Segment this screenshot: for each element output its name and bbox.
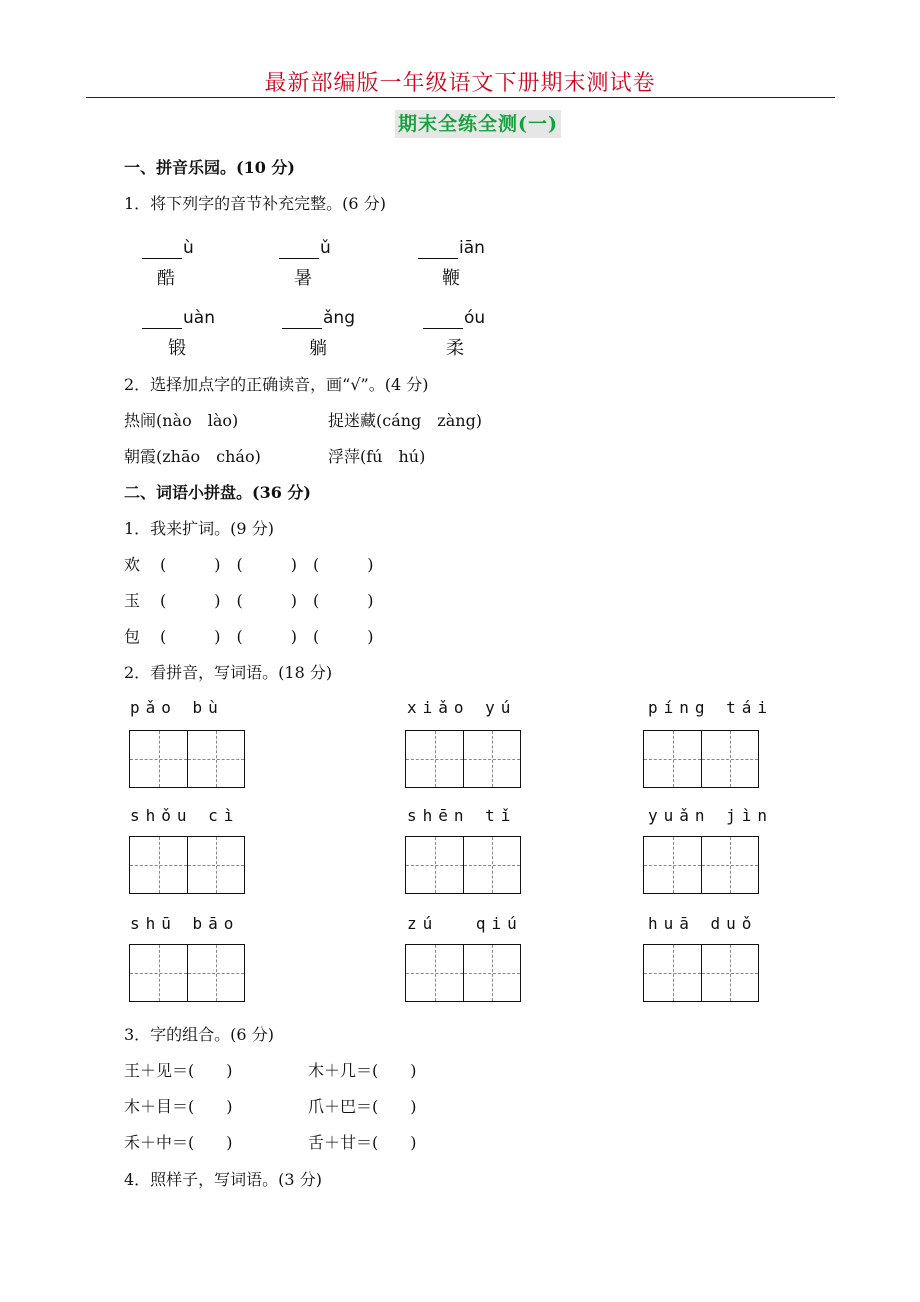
char-combo-2[interactable]: 木＋几＝( ) [308,1061,417,1080]
question-2-1-prompt: 1．我来扩词。(9 分) [124,519,274,538]
expand-char-2: 玉 [124,591,141,610]
question-2-3-prompt: 3．字的组合。(6 分) [124,1025,274,1044]
pinyin-blank-1[interactable] [142,258,182,259]
expand-char-1: 欢 [124,555,141,574]
writing-grid-6[interactable] [643,836,759,894]
exam-subtitle: 期末全练全测(一) [395,110,561,138]
hanzi-5: 躺 [309,338,327,359]
pinyin-blank-6[interactable] [423,328,463,329]
writing-grid-9[interactable] [643,944,759,1002]
hanzi-1: 酷 [157,268,175,289]
char-combo-3[interactable]: 木＋目＝( ) [124,1097,233,1116]
pinyin-final-6: óu [464,308,486,328]
reading-choice-1[interactable]: 热闹(nào lào) [124,411,239,430]
question-1-1-prompt: 1．将下列字的音节补充完整。(6 分) [124,194,386,213]
hanzi-6: 柔 [446,338,464,359]
pinyin-final-1: ù [183,238,194,258]
char-combo-6[interactable]: 舌＋甘＝( ) [308,1133,417,1152]
char-combo-4[interactable]: 爪＋巴＝( ) [308,1097,417,1116]
writing-grid-3[interactable] [643,730,759,788]
pinyin-final-3: iān [459,238,485,258]
writing-grid-5[interactable] [405,836,521,894]
reading-choice-4[interactable]: 浮萍(fú hú) [328,447,426,466]
reading-choice-3[interactable]: 朝霞(zhāo cháo) [124,447,261,466]
hanzi-3: 鞭 [442,268,460,289]
question-1-2-prompt: 2．选择加点字的正确读音，画“√”。(4 分) [124,375,429,394]
hanzi-2: 暑 [294,268,312,289]
writing-grid-4[interactable] [129,836,245,894]
question-2-2-prompt: 2．看拼音，写词语。(18 分) [124,663,333,682]
writing-grid-2[interactable] [405,730,521,788]
pinyin-word-7: shū bāo [130,914,240,933]
expand-blanks-1[interactable]: ( ) ( ) ( ) [160,555,374,574]
pinyin-word-6: yuǎn jìn [648,806,774,825]
reading-choice-2[interactable]: 捉迷藏(cáng zàng) [328,411,483,430]
pinyin-word-1: pǎo bù [130,698,224,717]
pinyin-word-5: shēn tǐ [407,806,517,825]
expand-blanks-3[interactable]: ( ) ( ) ( ) [160,627,374,646]
pinyin-word-8: zú qiú [407,914,523,933]
char-combo-1[interactable]: 王＋见＝( ) [124,1061,233,1080]
pinyin-word-2: xiǎo yú [407,698,517,717]
section-heading-pinyin: 一、拼音乐园。(10 分) [124,158,295,177]
question-2-4-prompt: 4．照样子，写词语。(3 分) [124,1170,322,1189]
expand-char-3: 包 [124,627,141,646]
char-combo-5[interactable]: 禾＋中＝( ) [124,1133,233,1152]
writing-grid-7[interactable] [129,944,245,1002]
document-title: 最新部编版一年级语文下册期末测试卷 [264,71,656,96]
pinyin-word-4: shǒu cì [130,806,240,825]
pinyin-final-2: ǔ [320,238,331,258]
hanzi-4: 锻 [168,338,186,359]
pinyin-blank-4[interactable] [142,328,182,329]
pinyin-blank-5[interactable] [282,328,322,329]
section-heading-words: 二、词语小拼盘。(36 分) [124,483,311,502]
pinyin-word-9: huā duǒ [648,914,758,933]
pinyin-blank-3[interactable] [418,258,458,259]
title-divider [86,97,835,98]
expand-blanks-2[interactable]: ( ) ( ) ( ) [160,591,374,610]
pinyin-word-3: píng tái [648,698,774,717]
pinyin-final-4: uàn [183,308,215,328]
writing-grid-8[interactable] [405,944,521,1002]
pinyin-blank-2[interactable] [279,258,319,259]
writing-grid-1[interactable] [129,730,245,788]
pinyin-final-5: ǎng [323,308,355,328]
